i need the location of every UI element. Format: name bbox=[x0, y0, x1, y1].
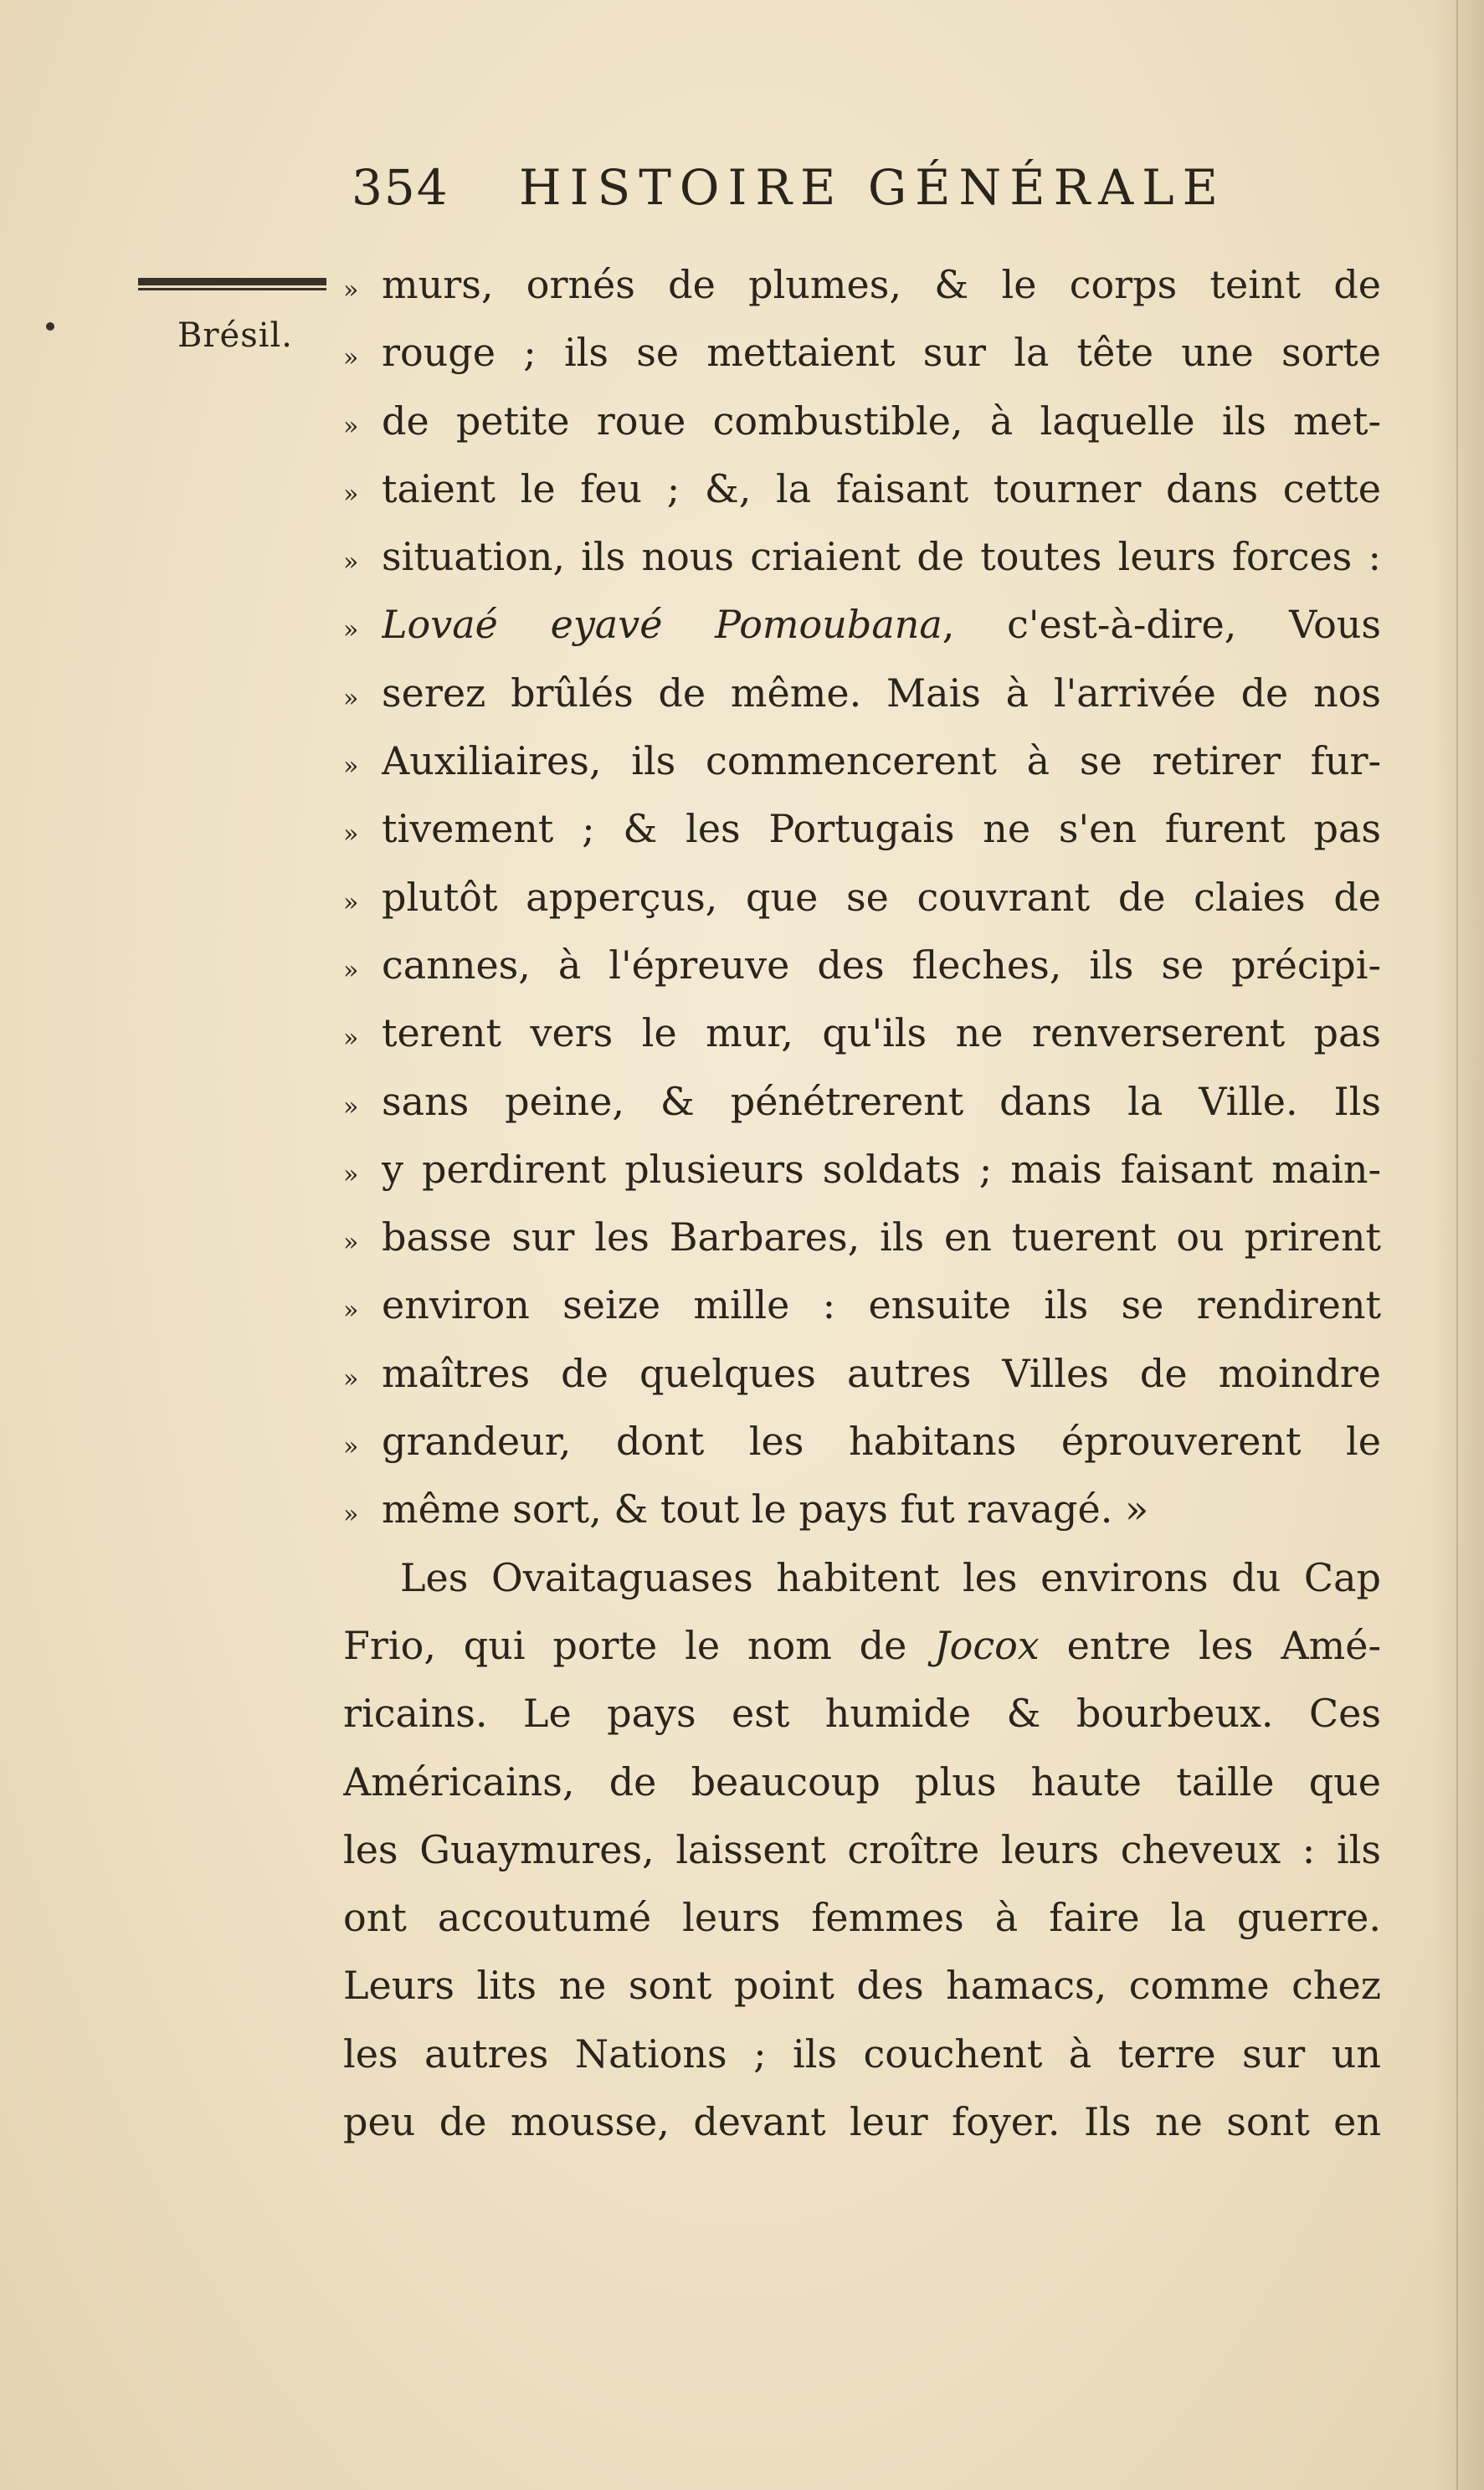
line-text-segment: les autres Nations ; ils couchent à terre sur un bbox=[343, 2031, 1381, 2077]
quote-mark: » bbox=[343, 1159, 359, 1189]
text-line bbox=[343, 1544, 1381, 1612]
line-text-segment: cannes, à l'épreuve des fleches, ils se précipi- bbox=[382, 942, 1381, 988]
binding-fold bbox=[1456, 0, 1458, 2490]
line-text-segment: tivement ; & les Portugais ne s'en furent pas bbox=[382, 806, 1381, 852]
line-text-segment: sans peine, & pénétrerent dans la Ville. Ils bbox=[382, 1078, 1381, 1124]
line-text bbox=[382, 795, 1381, 863]
margin-rule-underline bbox=[138, 288, 326, 290]
line-text bbox=[382, 388, 1381, 455]
line-text-segment: Les Ovaitaguases habitent les environs du Cap bbox=[400, 1554, 1381, 1600]
text-line bbox=[343, 1748, 1381, 1816]
line-text bbox=[382, 1204, 1381, 1271]
line-text-segment: basse sur les Barbares, ils en tuerent ou prirent bbox=[382, 1214, 1381, 1260]
line-text bbox=[382, 455, 1381, 523]
line-text bbox=[382, 251, 1381, 319]
line-text bbox=[343, 2088, 1381, 2156]
quote-mark: » bbox=[343, 275, 359, 305]
text-line bbox=[343, 1136, 1381, 1204]
line-text bbox=[382, 864, 1381, 932]
page-number: 354 bbox=[352, 159, 449, 216]
margin-dot bbox=[46, 322, 54, 331]
quote-mark: » bbox=[343, 1500, 359, 1530]
text-line bbox=[343, 1204, 1381, 1271]
quote-mark: » bbox=[343, 1024, 359, 1054]
text-line bbox=[343, 1816, 1381, 1884]
line-text-segment: grandeur, dont les habitans éprouverent le bbox=[382, 1419, 1381, 1465]
line-text-segment: taient le feu ; &, la faisant tourner dans cette bbox=[382, 465, 1381, 511]
line-text bbox=[382, 1476, 1381, 1543]
line-text-segment: rouge ; ils se mettaient sur la tête une sorte bbox=[382, 330, 1381, 376]
line-text bbox=[382, 1408, 1381, 1476]
line-text-segment: y perdirent plusieurs soldats ; mais faisant main- bbox=[382, 1146, 1381, 1192]
line-text bbox=[382, 727, 1381, 795]
line-text-segment: , c'est-à-dire, Vous bbox=[942, 602, 1381, 648]
line-text bbox=[343, 1884, 1381, 1952]
text-line bbox=[343, 523, 1381, 591]
text-line bbox=[343, 319, 1381, 387]
quote-mark: » bbox=[343, 479, 359, 509]
line-text-segment: Leurs lits ne sont point des hamacs, comme chez bbox=[343, 1963, 1381, 2009]
quote-mark: » bbox=[343, 343, 359, 373]
line-text-segment: terent vers le mur, qu'ils ne renverserent pas bbox=[382, 1010, 1381, 1056]
line-text-segment: peu de mousse, devant leur foyer. Ils ne sont en bbox=[343, 2099, 1381, 2145]
quote-mark: » bbox=[343, 752, 359, 782]
running-title: HISTOIRE GÉNÉRALE bbox=[519, 159, 1226, 216]
page-edge-shadow bbox=[1434, 0, 1484, 2490]
quote-mark: » bbox=[343, 683, 359, 713]
quote-mark: » bbox=[343, 1228, 359, 1258]
page-header bbox=[352, 159, 1423, 226]
line-text-segment: Frio, qui porte le nom de bbox=[343, 1622, 935, 1668]
text-line bbox=[343, 1680, 1381, 1748]
line-text bbox=[382, 1136, 1381, 1204]
text-line bbox=[343, 932, 1381, 999]
text-line bbox=[343, 1612, 1381, 1680]
line-text bbox=[343, 1612, 1381, 1680]
quote-mark: » bbox=[343, 411, 359, 441]
line-text-segment: ricains. Le pays est humide & bourbeux. Ces bbox=[343, 1691, 1381, 1737]
italic-phrase: Lovaé eyavé Pomoubana bbox=[382, 602, 942, 648]
quote-mark: » bbox=[343, 615, 359, 645]
text-line bbox=[343, 388, 1381, 455]
quote-mark: » bbox=[343, 887, 359, 917]
quote-mark: » bbox=[343, 547, 359, 578]
text-line bbox=[343, 864, 1381, 932]
line-text-segment: même sort, & tout le pays fut ravagé. » bbox=[382, 1486, 1149, 1533]
line-text-segment: serez brûlés de même. Mais à l'arrivée de nos bbox=[382, 670, 1381, 716]
text-line bbox=[343, 795, 1381, 863]
quote-mark: » bbox=[343, 1363, 359, 1394]
text-line bbox=[343, 251, 1381, 319]
line-text-segment: maîtres de quelques autres Villes de moindre bbox=[382, 1350, 1381, 1396]
line-text-segment: murs, ornés de plumes, & le corps teint de bbox=[382, 262, 1381, 307]
quote-mark: » bbox=[343, 819, 359, 850]
line-text-segment: ont accoutumé leurs femmes à faire la guerre. bbox=[343, 1895, 1381, 1941]
line-text-segment: les Guaymures, laissent croître leurs cheveux : ils bbox=[343, 1826, 1381, 1872]
text-line bbox=[343, 2088, 1381, 2156]
line-text-segment: entre les Amé- bbox=[1039, 1622, 1381, 1668]
text-line bbox=[343, 591, 1381, 659]
line-text bbox=[343, 1952, 1381, 2020]
line-text-segment: Auxiliaires, ils commencerent à se retirer fur- bbox=[382, 738, 1381, 784]
line-text bbox=[382, 660, 1381, 727]
text-line bbox=[343, 660, 1381, 727]
text-line bbox=[343, 2020, 1381, 2088]
margin-note: Brésil. bbox=[177, 316, 294, 355]
line-text bbox=[382, 523, 1381, 591]
line-text bbox=[343, 1816, 1381, 1884]
text-line bbox=[343, 455, 1381, 523]
line-text bbox=[382, 999, 1381, 1067]
margin-rule bbox=[138, 278, 326, 285]
line-text bbox=[382, 1068, 1381, 1136]
italic-phrase: Jocox bbox=[934, 1622, 1040, 1668]
line-text-segment: environ seize mille : ensuite ils se rendirent bbox=[382, 1282, 1381, 1328]
text-line bbox=[343, 1408, 1381, 1476]
line-text bbox=[343, 1544, 1381, 1612]
text-line bbox=[343, 1340, 1381, 1408]
line-text bbox=[343, 1748, 1381, 1816]
text-line bbox=[343, 1068, 1381, 1136]
line-text bbox=[343, 1680, 1381, 1748]
line-text-segment: Américains, de beaucoup plus haute taille que bbox=[343, 1758, 1381, 1805]
line-text bbox=[382, 1271, 1381, 1339]
line-text bbox=[343, 2020, 1381, 2088]
text-line bbox=[343, 727, 1381, 795]
quote-mark: » bbox=[343, 1091, 359, 1122]
quote-mark: » bbox=[343, 1296, 359, 1326]
line-text-segment: situation, ils nous criaient de toutes leurs forces : bbox=[382, 534, 1381, 580]
body-text bbox=[343, 251, 1381, 2156]
text-line bbox=[343, 1271, 1381, 1339]
text-line bbox=[343, 1884, 1381, 1952]
text-line bbox=[343, 1476, 1381, 1543]
line-text bbox=[382, 591, 1381, 659]
line-text-segment: de petite roue combustible, à laquelle ils met- bbox=[382, 398, 1381, 444]
text-line bbox=[343, 999, 1381, 1067]
text-line bbox=[343, 1952, 1381, 2020]
quote-mark: » bbox=[343, 1432, 359, 1462]
quote-mark: » bbox=[343, 955, 359, 985]
line-text-segment: plutôt apperçus, que se couvrant de claies de bbox=[382, 874, 1381, 920]
line-text bbox=[382, 319, 1381, 387]
line-text bbox=[382, 1340, 1381, 1408]
line-text bbox=[382, 932, 1381, 999]
